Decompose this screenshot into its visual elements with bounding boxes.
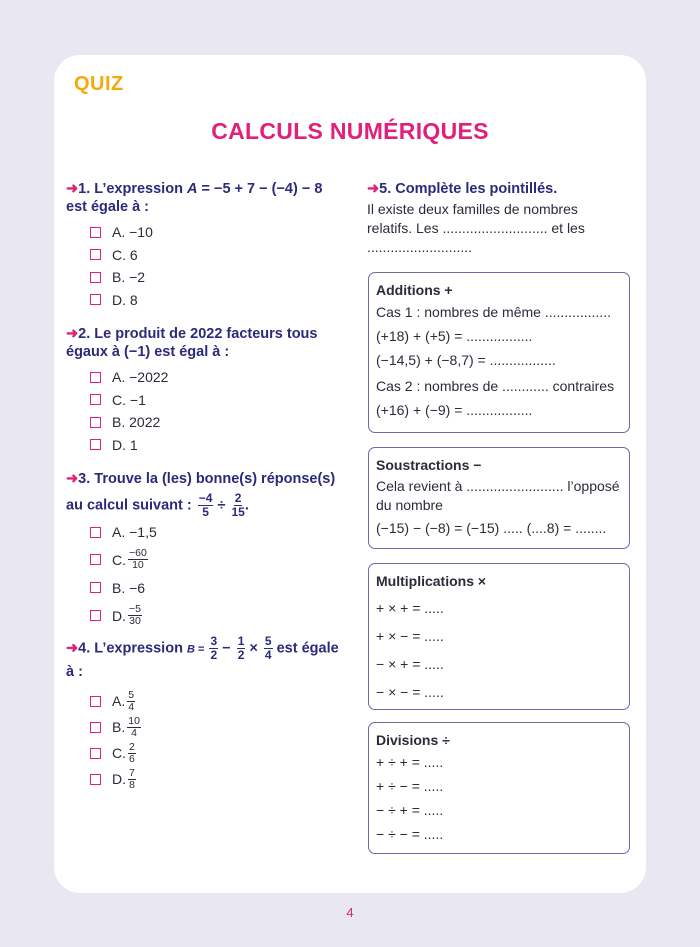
option-c[interactable]: C. 6 xyxy=(90,244,346,267)
question-3-options xyxy=(90,520,346,631)
fraction: $\frac{1}{2}$ xyxy=(237,634,245,662)
option-b[interactable]: B. $\frac{10}{4}$ xyxy=(90,714,346,740)
checkbox-icon[interactable] xyxy=(90,439,101,450)
fraction: $\frac{-4}{5}$ xyxy=(198,491,213,519)
option-a[interactable]: A. −2022 xyxy=(90,366,346,389)
question-4 xyxy=(66,635,346,792)
question-5-line: Il existe deux familles de nombres xyxy=(367,201,578,217)
multiplications-line: − × − = ..... xyxy=(376,684,444,700)
question-5-title: ➜5. Complète les pointillés. xyxy=(367,181,558,197)
checkbox-icon[interactable] xyxy=(90,748,101,759)
option-b[interactable]: B. −2 xyxy=(90,266,346,289)
checkbox-icon[interactable] xyxy=(90,610,101,621)
question-5-line: ........................... xyxy=(367,239,473,255)
soustractions-line: (−15) − (−8) = (−15) ..... (....8) = ........ xyxy=(376,520,607,536)
page-number: 4 xyxy=(346,905,354,920)
checkbox-icon[interactable] xyxy=(90,527,101,538)
option-c[interactable]: C. $\frac{2}{6}$ xyxy=(90,740,346,766)
multiplications-heading: Multiplications × xyxy=(376,573,487,589)
left-column xyxy=(66,180,346,792)
checkbox-icon[interactable] xyxy=(90,372,101,383)
soustractions-line: Cela revient à ......................... l’opposé xyxy=(376,478,620,494)
arrow-icon: ➜ xyxy=(66,640,79,657)
fraction: $\frac{-5}{30}$ xyxy=(129,603,141,627)
additions-line: (+18) + (+5) = ................. xyxy=(376,328,533,344)
option-d[interactable]: D. $\frac{7}{8}$ xyxy=(90,766,346,792)
soustractions-panel xyxy=(368,447,630,549)
question-2-text: ➜2. Le produit de 2022 facteurs tous égaux à (−1) est égal à : xyxy=(66,326,318,360)
question-5-line: relatifs. Les ........................... et les xyxy=(367,220,585,236)
checkbox-icon[interactable] xyxy=(90,417,101,428)
question-1-options xyxy=(90,221,346,311)
option-a[interactable]: A. $\frac{5}{4}$ xyxy=(90,688,346,714)
arrow-icon: ➜ xyxy=(66,181,79,197)
option-d[interactable]: D. 1 xyxy=(90,434,346,457)
question-4-text: ➜4. L’expression B = $\frac{3}{2}$ − $\frac{1}{2}$ × $\frac{5}{4}$ est égale à : xyxy=(66,634,339,680)
question-2-options xyxy=(90,366,346,456)
multiplications-line: + × − = ..... xyxy=(376,628,444,644)
fraction: $\frac{2}{6}$ xyxy=(129,740,135,765)
additions-line: (−14,5) + (−8,7) = ................. xyxy=(376,352,556,368)
additions-heading: Additions + xyxy=(376,282,453,298)
checkbox-icon[interactable] xyxy=(90,696,101,707)
question-3-text: ➜3. Trouve la (les) bonne(s) réponse(s) au calcul suivant : $\frac{-4}{5}$ ÷ $\frac{2}{15}$ . xyxy=(66,471,336,519)
checkbox-icon[interactable] xyxy=(90,582,101,593)
additions-line: Cas 1 : nombres de même ................. xyxy=(376,304,611,320)
checkbox-icon[interactable] xyxy=(90,774,101,785)
option-a[interactable]: A. −10 xyxy=(90,221,346,244)
arrow-icon: ➜ xyxy=(66,326,79,342)
right-column xyxy=(367,180,631,257)
option-a[interactable]: A. −1,5 xyxy=(90,520,346,544)
arrow-icon: ➜ xyxy=(367,181,380,197)
checkbox-icon[interactable] xyxy=(90,394,101,405)
question-1-text: ➜1. L’expression A = −5 + 7 − (−4) − 8 est égale à : xyxy=(66,181,323,215)
divisions-line: + ÷ − = ..... xyxy=(376,778,444,794)
additions-line: (+16) + (−9) = ................. xyxy=(376,402,533,418)
checkbox-icon[interactable] xyxy=(90,554,101,565)
quiz-tag: QUIZ xyxy=(74,73,124,95)
option-c[interactable]: C. $\frac{-60}{10}$ xyxy=(90,544,346,575)
fraction: $\frac{7}{8}$ xyxy=(129,766,135,791)
divisions-heading: Divisions ÷ xyxy=(376,732,450,748)
divisions-line: + ÷ + = ..... xyxy=(376,754,444,770)
option-c[interactable]: C. −1 xyxy=(90,389,346,412)
checkbox-icon[interactable] xyxy=(90,294,101,305)
option-d[interactable]: D. $\frac{-5}{30}$ xyxy=(90,600,346,631)
additions-line: Cas 2 : nombres de ............ contraires xyxy=(376,378,615,394)
option-d[interactable]: D. 8 xyxy=(90,289,346,312)
fraction: $\frac{5}{4}$ xyxy=(128,688,135,713)
additions-panel xyxy=(368,272,630,433)
checkbox-icon[interactable] xyxy=(90,722,101,733)
divisions-line: − ÷ − = ..... xyxy=(376,826,444,842)
fraction: $\frac{3}{2}$ xyxy=(210,634,218,662)
question-1 xyxy=(66,180,346,311)
fraction: $\frac{5}{4}$ xyxy=(264,634,272,662)
multiplications-line: − × + = ..... xyxy=(376,656,444,672)
divisions-line: − ÷ + = ..... xyxy=(376,802,444,818)
arrow-icon: ➜ xyxy=(66,471,79,487)
fraction: $\frac{-60}{10}$ xyxy=(129,547,147,571)
question-2 xyxy=(66,325,346,456)
question-3 xyxy=(66,470,346,631)
soustractions-heading: Soustractions − xyxy=(376,457,482,473)
multiplications-panel xyxy=(368,563,630,710)
divisions-panel xyxy=(368,722,630,854)
question-4-options xyxy=(90,688,346,792)
fraction: $\frac{10}{4}$ xyxy=(128,714,140,739)
fraction: $\frac{2}{15}$ xyxy=(231,491,245,519)
soustractions-line: du nombre xyxy=(376,497,443,513)
multiplications-line: + × + = ..... xyxy=(376,600,444,616)
checkbox-icon[interactable] xyxy=(90,227,101,238)
checkbox-icon[interactable] xyxy=(90,249,101,260)
option-b[interactable]: B. 2022 xyxy=(90,411,346,434)
option-b[interactable]: B. −6 xyxy=(90,575,346,600)
checkbox-icon[interactable] xyxy=(90,272,101,283)
page-title: CALCULS NUMÉRIQUES xyxy=(211,118,489,144)
